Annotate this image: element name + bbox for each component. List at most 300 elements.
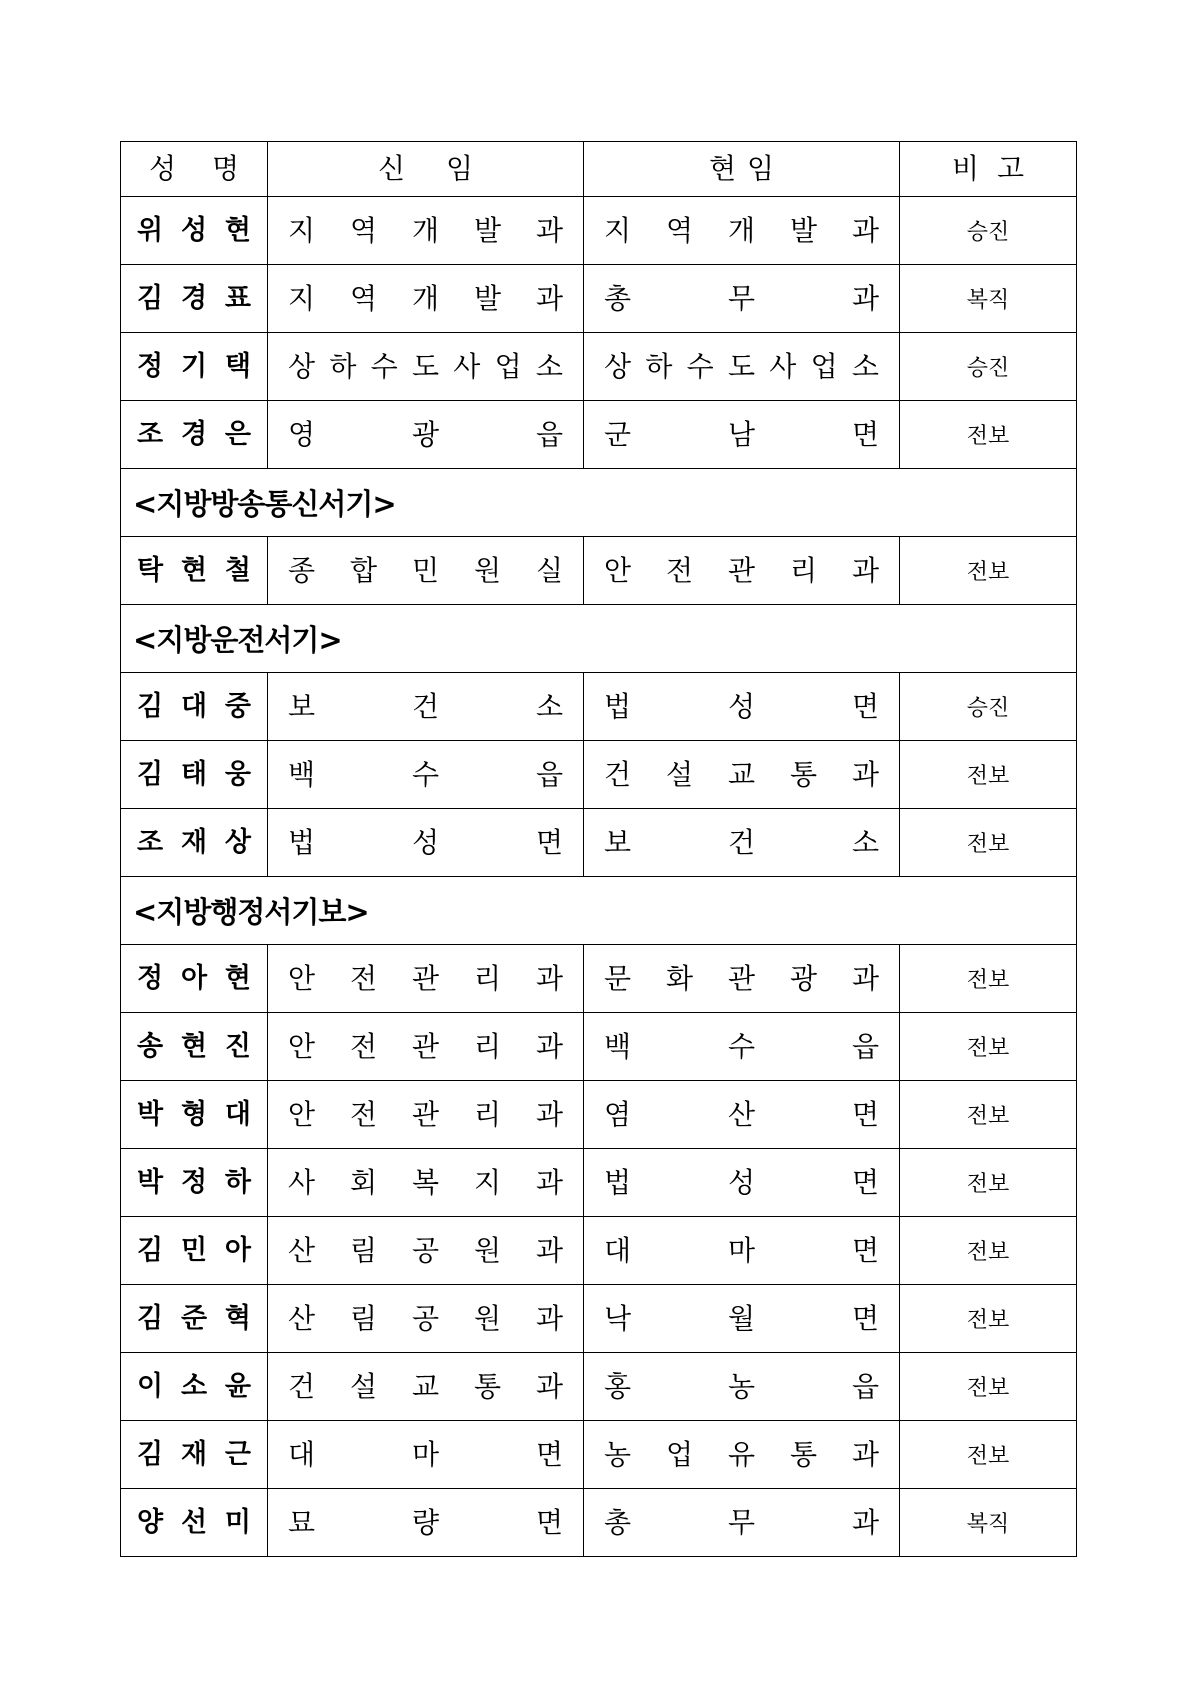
new-post-text [268, 825, 583, 859]
current-post-char: 설 [665, 757, 694, 791]
table-row [121, 1421, 1077, 1489]
person-name-text [121, 1509, 267, 1536]
current-post-char: 지 [604, 213, 632, 247]
table-row [121, 809, 1077, 877]
table-row [121, 265, 1077, 333]
new-post-char: 과 [535, 213, 563, 247]
person-name-text [121, 761, 267, 788]
person-name-char: 민 [180, 1235, 208, 1266]
note-cell: 전보 [900, 945, 1077, 1013]
new-post-char: 안 [288, 961, 316, 995]
current-post-char: 면 [851, 1301, 879, 1335]
current-post [584, 537, 900, 605]
new-post-char: 지 [288, 281, 316, 315]
new-post-char: 전 [349, 961, 378, 995]
new-post-char: 산 [288, 1233, 316, 1267]
table-row [121, 537, 1077, 605]
current-post-char: 소 [851, 825, 879, 859]
table-row [121, 401, 1077, 469]
person-name-char: 준 [180, 1303, 208, 1334]
person-name [121, 1013, 268, 1081]
note-cell: 전보 [900, 1081, 1077, 1149]
person-name-char: 정 [180, 1167, 208, 1198]
personnel-table [120, 141, 1077, 1557]
header-name [121, 152, 267, 185]
new-post-char: 지 [473, 1165, 502, 1199]
current-post-char: 총 [604, 281, 632, 315]
new-post [268, 945, 584, 1013]
new-post [268, 1353, 584, 1421]
current-post-char: 면 [851, 417, 879, 451]
note-cell: 승진 [900, 197, 1077, 265]
person-name-char: 현 [224, 215, 251, 246]
note-cell: 전보 [900, 1353, 1077, 1421]
personnel-table-body [121, 142, 1077, 1557]
person-name-char: 대 [180, 691, 208, 722]
new-post-char: 건 [288, 1369, 316, 1403]
header-row [121, 142, 1077, 197]
current-post-char: 면 [851, 689, 879, 723]
new-post [268, 1489, 584, 1557]
current-post-char: 홍 [604, 1369, 632, 1403]
person-name-char: 아 [224, 1235, 251, 1266]
new-post-char: 과 [535, 1097, 563, 1131]
new-post-char: 법 [288, 825, 316, 859]
new-post-char: 공 [411, 1301, 440, 1335]
person-name [121, 673, 268, 741]
header-note-char: 고 [996, 152, 1024, 185]
person-name [121, 265, 268, 333]
current-post-char: 리 [789, 553, 818, 587]
person-name-char: 경 [180, 283, 208, 314]
new-post-char: 성 [411, 825, 440, 859]
current-post [584, 945, 900, 1013]
current-post-char: 소 [851, 349, 879, 383]
new-post-char: 원 [473, 553, 502, 587]
person-name-char: 재 [180, 827, 208, 858]
new-post [268, 197, 584, 265]
current-post-char: 남 [727, 417, 756, 451]
new-post-char: 리 [473, 1097, 502, 1131]
person-name-char: 김 [137, 759, 164, 790]
current-post-char: 업 [810, 349, 838, 383]
new-post-char: 복 [411, 1165, 440, 1199]
person-name-text [121, 1101, 267, 1128]
current-post-char: 과 [851, 961, 879, 995]
new-post-char: 백 [288, 757, 316, 791]
current-post-char: 발 [789, 213, 818, 247]
person-name-char: 표 [224, 283, 251, 314]
person-name-char: 태 [180, 759, 208, 790]
new-post-text [268, 1301, 583, 1335]
person-name-char: 조 [137, 827, 164, 858]
current-post-char: 산 [727, 1097, 756, 1131]
new-post-char: 역 [349, 213, 378, 247]
current-post-char: 사 [769, 349, 797, 383]
note-cell: 전보 [900, 809, 1077, 877]
current-post-char: 무 [727, 281, 756, 315]
person-name-char: 정 [137, 351, 164, 382]
new-post [268, 537, 584, 605]
person-name-char: 웅 [224, 759, 251, 790]
current-post [584, 1081, 900, 1149]
current-post [584, 673, 900, 741]
note-cell: 전보 [900, 1013, 1077, 1081]
new-post-char: 과 [535, 1233, 563, 1267]
current-post-char: 도 [727, 349, 755, 383]
current-post-char: 과 [851, 1437, 879, 1471]
person-name-char: 이 [137, 1371, 164, 1402]
person-name [121, 1489, 268, 1557]
current-post-text [584, 757, 899, 791]
person-name-char: 하 [224, 1167, 251, 1198]
new-post-char: 관 [411, 961, 440, 995]
current-post-char: 하 [645, 349, 673, 383]
new-post-text [268, 349, 583, 383]
current-post-char: 농 [727, 1369, 756, 1403]
person-name-char: 현 [224, 963, 251, 994]
header-name-char: 명 [211, 152, 239, 185]
new-post-char: 리 [473, 1029, 502, 1063]
current-post [584, 741, 900, 809]
new-post-char: 수 [370, 349, 398, 383]
person-name-char: 형 [180, 1099, 208, 1130]
new-post-char: 전 [349, 1097, 378, 1131]
person-name-char: 양 [137, 1507, 164, 1538]
current-post [584, 1353, 900, 1421]
person-name-text [121, 1237, 267, 1264]
current-post [584, 1489, 900, 1557]
person-name-char: 현 [180, 1031, 208, 1062]
current-post [584, 1217, 900, 1285]
person-name [121, 1217, 268, 1285]
current-post-text [584, 961, 899, 995]
new-post-char: 과 [535, 1029, 563, 1063]
person-name-char: 기 [180, 351, 208, 382]
current-post-char: 면 [851, 1097, 879, 1131]
current-post [584, 197, 900, 265]
new-post-char: 하 [329, 349, 357, 383]
header-current-post-cell [584, 142, 900, 197]
new-post-char: 회 [349, 1165, 378, 1199]
person-name-text [121, 1033, 267, 1060]
person-name [121, 945, 268, 1013]
new-post-char: 보 [288, 689, 316, 723]
current-post-char: 통 [789, 1437, 818, 1471]
note-cell: 전보 [900, 1285, 1077, 1353]
new-post-char: 설 [349, 1369, 378, 1403]
person-name [121, 401, 268, 469]
new-post [268, 1285, 584, 1353]
person-name-char: 김 [137, 283, 164, 314]
person-name-char: 김 [137, 1439, 164, 1470]
new-post-char: 실 [535, 553, 563, 587]
current-post [584, 1149, 900, 1217]
new-post-char: 영 [288, 417, 316, 451]
header-name-char: 성 [149, 152, 177, 185]
new-post [268, 1013, 584, 1081]
header-new-post-cell [268, 142, 584, 197]
new-post-char: 관 [411, 1097, 440, 1131]
group-heading-row [121, 605, 1077, 673]
new-post-char: 량 [411, 1505, 440, 1539]
table-row [121, 333, 1077, 401]
note-cell: 전보 [900, 741, 1077, 809]
new-post-char: 업 [494, 349, 522, 383]
table-row [121, 1013, 1077, 1081]
person-name [121, 1149, 268, 1217]
person-name-char: 은 [224, 419, 251, 450]
current-post-char: 염 [604, 1097, 632, 1131]
current-post [584, 1421, 900, 1489]
header-note [900, 152, 1076, 185]
current-post-text [584, 1233, 899, 1267]
person-name-char: 조 [137, 419, 164, 450]
group-heading-row [121, 469, 1077, 537]
new-post-char: 개 [411, 281, 440, 315]
new-post-char: 지 [288, 213, 316, 247]
new-post-char: 상 [288, 349, 316, 383]
table-row [121, 1353, 1077, 1421]
table-row [121, 1081, 1077, 1149]
new-post-char: 사 [453, 349, 481, 383]
current-post-text [584, 1165, 899, 1199]
table-row [121, 1217, 1077, 1285]
new-post-char: 과 [535, 281, 563, 315]
new-post [268, 1081, 584, 1149]
person-name-char: 근 [224, 1439, 251, 1470]
current-post-text [584, 1437, 899, 1471]
new-post-text [268, 281, 583, 315]
current-post-char: 유 [727, 1437, 756, 1471]
person-name [121, 1353, 268, 1421]
person-name-char: 선 [180, 1507, 208, 1538]
new-post-char: 민 [411, 553, 440, 587]
note-cell: 전보 [900, 1421, 1077, 1489]
person-name-char: 탁 [137, 555, 164, 586]
person-name [121, 741, 268, 809]
current-post-char: 마 [727, 1233, 756, 1267]
new-post-char: 공 [411, 1233, 440, 1267]
person-name-char: 상 [224, 827, 251, 858]
current-post-text [584, 349, 899, 383]
current-post-char: 과 [851, 757, 879, 791]
current-post-char: 과 [851, 553, 879, 587]
person-name-char: 미 [224, 1507, 251, 1538]
new-post-char: 면 [535, 1505, 563, 1539]
person-name-char: 성 [180, 215, 208, 246]
table-row [121, 1149, 1077, 1217]
new-post [268, 1421, 584, 1489]
current-post-char: 면 [851, 1165, 879, 1199]
current-post-char: 과 [851, 1505, 879, 1539]
new-post-char: 면 [535, 1437, 563, 1471]
new-post-char: 소 [535, 349, 563, 383]
current-post-text [584, 689, 899, 723]
new-post-text [268, 1437, 583, 1471]
new-post-char: 산 [288, 1301, 316, 1335]
group-heading: <지방행정서기보> [121, 877, 1077, 945]
current-post-char: 성 [727, 689, 756, 723]
group-heading: <지방방송통신서기> [121, 469, 1077, 537]
header-new-post [268, 152, 583, 185]
current-post-char: 총 [604, 1505, 632, 1539]
new-post [268, 809, 584, 877]
person-name-text [121, 217, 267, 244]
current-post-text [584, 553, 899, 587]
current-post-char: 관 [727, 553, 756, 587]
new-post-char: 읍 [535, 417, 563, 451]
person-name-char: 혁 [224, 1303, 251, 1334]
person-name-text [121, 693, 267, 720]
new-post-char: 건 [411, 689, 440, 723]
person-name-text [121, 353, 267, 380]
person-name-text [121, 965, 267, 992]
new-post-char: 안 [288, 1097, 316, 1131]
new-post-char: 림 [349, 1301, 378, 1335]
person-name-char: 대 [224, 1099, 251, 1130]
current-post-char: 광 [789, 961, 818, 995]
current-post-char: 문 [604, 961, 632, 995]
current-post-char: 법 [604, 1165, 632, 1199]
new-post-char: 광 [411, 417, 440, 451]
current-post-text [584, 417, 899, 451]
person-name [121, 197, 268, 265]
new-post-char: 안 [288, 1029, 316, 1063]
person-name [121, 809, 268, 877]
person-name-text [121, 1373, 267, 1400]
person-name-text [121, 1305, 267, 1332]
current-post-char: 백 [604, 1029, 632, 1063]
current-post [584, 1285, 900, 1353]
person-name-char: 김 [137, 1235, 164, 1266]
person-name-text [121, 1441, 267, 1468]
new-post [268, 333, 584, 401]
person-name-char: 택 [224, 351, 251, 382]
new-post-char: 종 [288, 553, 316, 587]
note-cell: 전보 [900, 1217, 1077, 1285]
new-post-text [268, 417, 583, 451]
new-post-char: 림 [349, 1233, 378, 1267]
new-post-char: 대 [288, 1437, 316, 1471]
current-post-text [584, 1097, 899, 1131]
note-cell: 전보 [900, 537, 1077, 605]
current-post-char: 과 [851, 281, 879, 315]
header-current-post [584, 152, 899, 185]
current-post-char: 통 [789, 757, 818, 791]
new-post-text [268, 961, 583, 995]
person-name-char: 현 [180, 555, 208, 586]
person-name-text [121, 285, 267, 312]
person-name-text [121, 557, 267, 584]
header-note-char: 비 [952, 152, 980, 185]
person-name-char: 중 [224, 691, 251, 722]
current-post-char: 화 [665, 961, 694, 995]
current-post-text [584, 1029, 899, 1063]
new-post-text [268, 1029, 583, 1063]
current-post [584, 1013, 900, 1081]
current-post-text [584, 213, 899, 247]
current-post [584, 809, 900, 877]
current-post [584, 333, 900, 401]
current-post-text [584, 825, 899, 859]
person-name [121, 1421, 268, 1489]
current-post-char: 읍 [851, 1029, 879, 1063]
table-row [121, 741, 1077, 809]
current-post-text [584, 1369, 899, 1403]
new-post-char: 발 [473, 213, 502, 247]
person-name [121, 537, 268, 605]
header-current-post-char: 현 [709, 152, 737, 185]
current-post-char: 낙 [604, 1301, 632, 1335]
header-current-post-char: 임 [746, 152, 774, 185]
new-post-char: 과 [535, 1369, 563, 1403]
table-row [121, 945, 1077, 1013]
current-post-char: 면 [851, 1233, 879, 1267]
current-post-text [584, 1301, 899, 1335]
note-cell: 전보 [900, 401, 1077, 469]
current-post [584, 401, 900, 469]
person-name-char: 위 [137, 215, 164, 246]
new-post-char: 합 [349, 553, 378, 587]
current-post-char: 건 [727, 825, 756, 859]
new-post-char: 과 [535, 1165, 563, 1199]
new-post [268, 741, 584, 809]
new-post-char: 리 [473, 961, 502, 995]
note-cell: 승진 [900, 673, 1077, 741]
new-post-text [268, 1369, 583, 1403]
person-name-char: 윤 [224, 1371, 251, 1402]
person-name-char: 소 [180, 1371, 208, 1402]
new-post [268, 1149, 584, 1217]
current-post-char: 전 [665, 553, 694, 587]
current-post-char: 교 [727, 757, 756, 791]
new-post-char: 개 [411, 213, 440, 247]
new-post-char: 소 [535, 689, 563, 723]
current-post-char: 읍 [851, 1369, 879, 1403]
new-post-char: 면 [535, 825, 563, 859]
current-post-char: 성 [727, 1165, 756, 1199]
current-post-text [584, 1505, 899, 1539]
current-post-char: 상 [604, 349, 632, 383]
current-post-char: 군 [604, 417, 632, 451]
person-name-char: 철 [224, 555, 251, 586]
person-name-text [121, 829, 267, 856]
new-post-char: 과 [535, 1301, 563, 1335]
person-name-char: 재 [180, 1439, 208, 1470]
person-name-char: 박 [137, 1099, 164, 1130]
new-post-text [268, 1505, 583, 1539]
new-post-char: 마 [411, 1437, 440, 1471]
header-new-post-char: 임 [445, 152, 473, 185]
new-post-char: 과 [535, 961, 563, 995]
new-post [268, 401, 584, 469]
note-cell: 전보 [900, 1149, 1077, 1217]
new-post-text [268, 757, 583, 791]
group-heading: <지방운전서기> [121, 605, 1077, 673]
note-cell: 복직 [900, 265, 1077, 333]
person-name-char: 경 [180, 419, 208, 450]
current-post-char: 역 [665, 213, 694, 247]
new-post-text [268, 1097, 583, 1131]
new-post-char: 사 [288, 1165, 316, 1199]
current-post-char: 수 [727, 1029, 756, 1063]
current-post-char: 보 [604, 825, 632, 859]
current-post-char: 개 [727, 213, 756, 247]
header-note-cell [900, 142, 1077, 197]
header-new-post-char: 신 [378, 152, 406, 185]
table-row [121, 197, 1077, 265]
